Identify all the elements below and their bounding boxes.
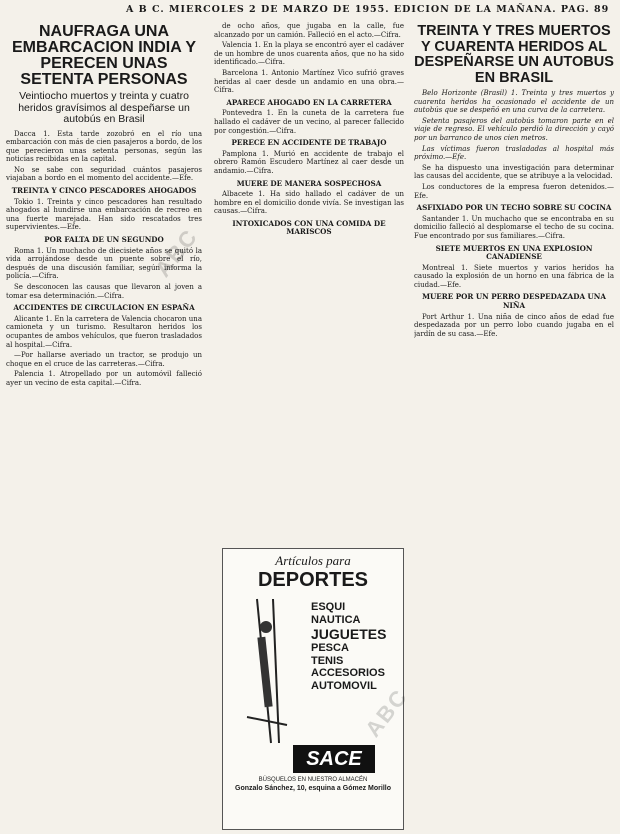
headline-naufraga: NAUFRAGA UNA EMBARCACION INDIA Y PERECEN UNAS SETENTA PERSONAS (11, 23, 196, 88)
ad-item: TENIS (311, 654, 344, 667)
ad-title: DEPORTES (257, 569, 369, 591)
subhead-ahogado: APARECE AHOGADO EN LA CARRETERA (226, 97, 392, 107)
subhead-pescadores: TREINTA Y CINCO PESCADORES AHOGADOS (11, 186, 197, 196)
article-paragraph: Montreal 1. Siete muertos y varios heridos ha causado la explosión de un horno en una fábrica de la ciudad.—Efe. (414, 263, 614, 289)
article-paragraph: Las víctimas fueron trasladadas al hospital más próximo.—Efe. (414, 144, 614, 162)
headline-brasil: TREINTA Y TRES MUERTOS Y CUARENTA HERIDOS AL DESPEÑARSE UN AUTOBUS EN BRASIL (414, 23, 614, 86)
column-center (214, 22, 404, 540)
lead-paragraph: Belo Horizonte (Brasil) 1. Treinta y tres muertos y cuarenta heridos ha ocasionado el accidente de un autobús que se despeñó en una curva de la carretera. (414, 89, 614, 115)
ad-product-list (311, 601, 403, 692)
article-paragraph: Dacca 1. Esta tarde zozobró en el río una embarcación con más de cien pasajeros a bordo, de los que perecieron unas setenta personas, según las noticias recibidas en la capital. (6, 129, 202, 164)
skier-illustration-icon (227, 597, 317, 747)
ad-address: Gonzalo Sánchez, 10, esquina a Gómez Morillo (235, 784, 391, 792)
article-paragraph: Pontevedra 1. En la cuneta de la carretera fue hallado el cadáver de un vecino, al parecer fallecido por congestión.—Cifra. (214, 109, 404, 135)
article-paragraph: Se desconocen las causas que llevaron al joven a tomar esa determinación.—Cifra. (6, 283, 202, 300)
article-paragraph: Roma 1. Un muchacho de diecisiete años se quitó la vida arrojándose desde un puente sobre el río, después de una discusión familiar, según informa la policía.—Cifra. (6, 246, 202, 281)
ad-footer (229, 777, 397, 792)
article-paragraph: Barcelona 1. Antonio Martínez Vico sufrió graves heridas al caer desde un andamio en una obra.—Cifra. (214, 68, 404, 95)
running-header: A B C. MIERCOLES 2 DE MARZO DE 1955. EDICION DE LA MAÑANA. PAG. 89 (126, 4, 610, 15)
subhead-nina: MUERE POR UN PERRO DESPEDAZADA UNA NIÑA (422, 292, 606, 311)
ad-tagline: Artículos para (275, 553, 351, 568)
ad-item: NAUTICA (311, 613, 361, 626)
article-paragraph: Los conductores de la empresa fueron detenidos.—Efe. (414, 182, 614, 200)
deck-brasil: Veintiocho muertos y treinta y cuatro heridos gravísimos al despeñarse un autobús en Brasil (18, 90, 190, 125)
ad-item: JUGUETES (311, 626, 387, 642)
subhead-accidentes: ACCIDENTES DE CIRCULACION EN ESPAÑA (13, 303, 195, 313)
archive-watermark: ABC (360, 683, 413, 742)
column-right (414, 22, 614, 830)
article-paragraph: Tokio 1. Treinta y cinco pescadores han resultado ahogados al hundirse una embarcación de recreo en una fuerte marejada. Han sido rescatados tres supervivientes.—Efe. (6, 197, 202, 232)
ad-item: AUTOMOVIL (311, 679, 377, 692)
subhead-cocina: ASFIXIADO POR UN TECHO SOBRE SU COCINA (416, 203, 612, 213)
article-paragraph: de ocho años, que jugaba en la calle, fue alcanzado por un camión. Falleció en el acto.—Cifra. (214, 22, 404, 39)
archive-watermark: ABC (150, 223, 203, 282)
ad-item: ESQUI (311, 601, 346, 613)
subhead-vida: POR FALTA DE UN SEGUNDO (44, 235, 164, 245)
subhead-sospechosa: MUERE DE MANERA SOSPECHOSA (236, 178, 382, 188)
ad-item: PESCA (311, 642, 349, 654)
article-paragraph: Valencia 1. En la playa se encontró ayer el cadáver de un hombre de unos cuarenta años, que no ha sido identificado.—Cifra. (214, 41, 404, 67)
article-paragraph: Alicante 1. En la carretera de Valencia chocaron una camioneta y un turismo. Resultaron heridos los ocupantes de ambos vehículos, que fueron trasladados al hospital.—Cifra. (6, 314, 202, 349)
article-paragraph: Setenta pasajeros del autobús tomaron parte en el viaje de regreso. El vehículo perdió la dirección y cayó por un barranco de unos cien metros. (414, 116, 614, 142)
article-paragraph: Pamplona 1. Murió en accidente de trabajo el obrero Ramón Escudero Martínez al caer desde un andamio.—Cifra. (214, 149, 404, 175)
article-paragraph: Palencia 1. Atropellado por un automóvil falleció ayer un vecino de esta capital.—Cifra. (6, 370, 202, 387)
ad-brand-logo: SACE (293, 745, 375, 773)
column-left (6, 22, 202, 830)
subhead-trabajo: PERECE EN ACCIDENTE DE TRABAJO (231, 138, 387, 148)
article-paragraph: Albacete 1. Ha sido hallado el cadáver de un hombre en el domicilio donde vivía. Se investigan las causas.—Cifra. (214, 190, 404, 216)
subhead-intoxicados: INTOXICADOS CON UNA COMIDA DE MARISCOS (232, 218, 386, 237)
article-paragraph: —Por hallarse averiado un tractor, se produjo un choque en el cruce de las carreteras.—Cifra. (6, 351, 202, 368)
article-paragraph: Se ha dispuesto una investigación para determinar las causas del accidente, que se atribuye a la velocidad. (414, 163, 614, 181)
ad-item: ACCESORIOS (311, 667, 385, 679)
ad-footer-line: BÚSQUELOS EN NUESTRO ALMACÉN (258, 777, 368, 783)
article-paragraph: No se sabe con seguridad cuántos pasajeros viajaban a bordo en el momento del accidente.—Efe. (6, 165, 202, 183)
subhead-explosion: SIETE MUERTOS EN UNA EXPLOSION CANADIENSE (435, 243, 593, 262)
article-paragraph: Port Arthur 1. Una niña de cinco años de edad fue despedazada por un perro lobo cuando jugaba en el jardín de su casa.—Efe. (414, 312, 614, 338)
article-paragraph: Santander 1. Un muchacho que se encontraba en su domicilio falleció al desplomarse el techo de su cocina. Fue encontrado por sus familiares.—Cifra. (414, 214, 614, 240)
sports-advertisement (222, 548, 404, 830)
